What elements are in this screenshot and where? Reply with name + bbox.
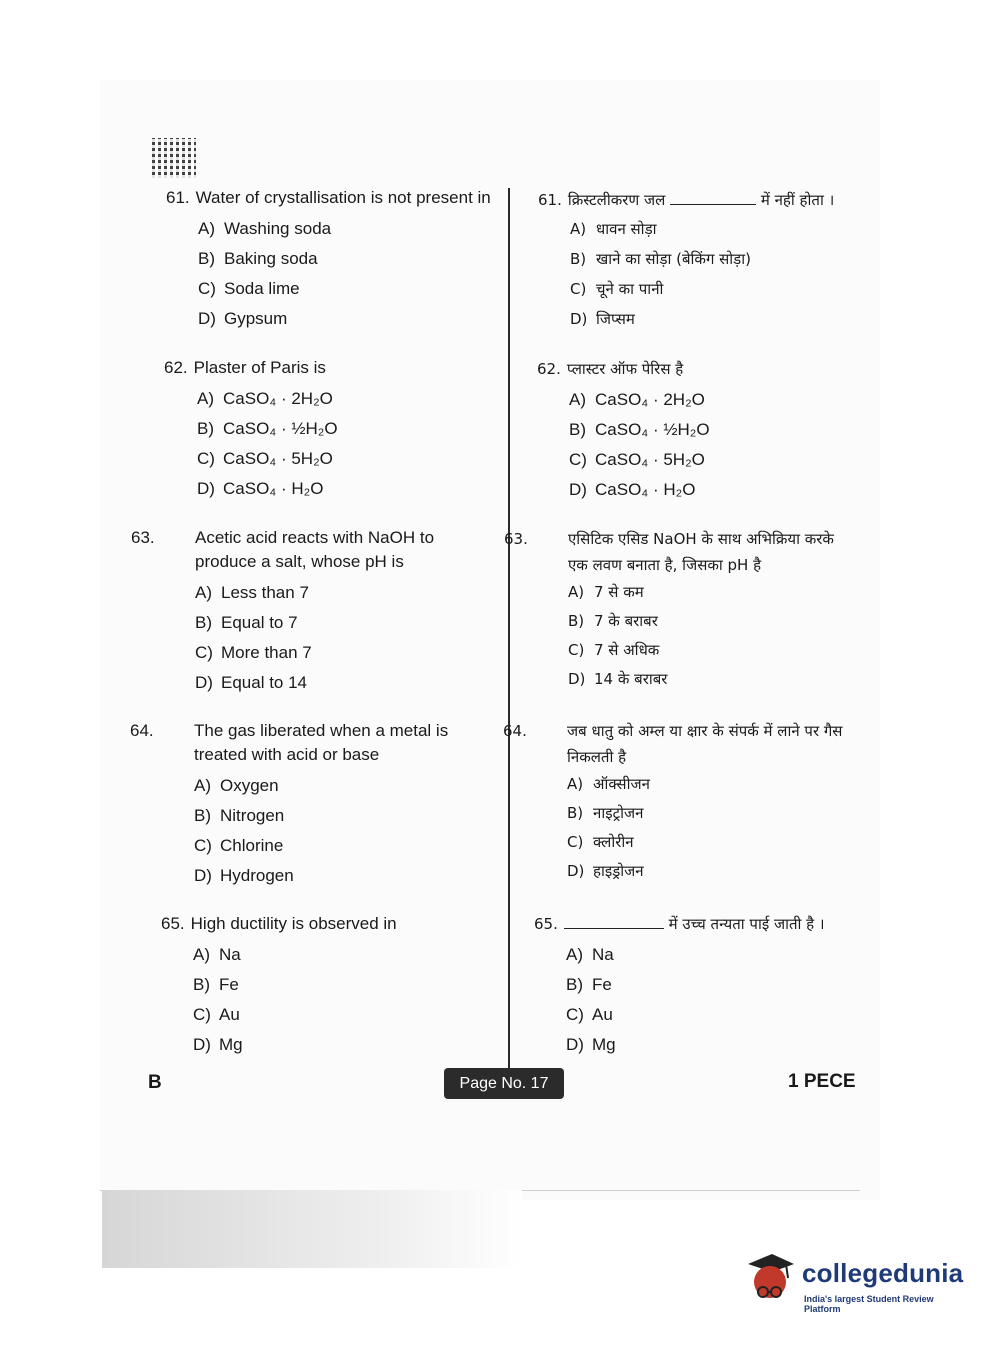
option-d[interactable]: D) Gypsum xyxy=(198,309,288,328)
option-c[interactable]: C) More than 7 xyxy=(195,643,312,662)
answer-blank xyxy=(670,190,756,205)
option-c[interactable]: C) CaSO₄ · 5H₂O xyxy=(569,450,705,469)
question-text: Plaster of Paris is xyxy=(193,358,326,377)
option-a[interactable]: A) ऑक्सीजन xyxy=(567,775,650,793)
question-63-en xyxy=(131,526,463,698)
question-text: जब धातु को अम्ल या क्षार के संपर्क में लाने पर गैस निकलती है xyxy=(567,722,843,766)
question-number: 62. xyxy=(537,360,561,378)
option-b[interactable]: B) नाइट्रोजन xyxy=(567,804,644,822)
question-text: Water of crystallisation is not present in xyxy=(195,188,491,207)
question-number: 64. xyxy=(503,722,527,740)
option-a[interactable]: A) Na xyxy=(193,945,241,964)
option-c[interactable]: C) क्लोरीन xyxy=(567,833,634,851)
question-61-en xyxy=(166,186,491,334)
question-64-hi xyxy=(503,718,855,886)
option-c[interactable]: C) 7 से अधिक xyxy=(568,641,660,659)
question-number: 63. xyxy=(504,530,528,548)
question-number: 61. xyxy=(166,188,190,207)
option-d[interactable]: D) Hydrogen xyxy=(194,866,294,885)
question-64-en xyxy=(130,719,472,891)
question-65-hi xyxy=(534,912,825,1060)
option-c[interactable]: C) Au xyxy=(566,1005,613,1024)
option-b[interactable]: B) CaSO₄ · ½H₂O xyxy=(569,420,710,439)
option-d[interactable]: D) हाइड्रोजन xyxy=(567,862,644,880)
question-number: 63. xyxy=(131,528,155,547)
option-c[interactable]: C) Au xyxy=(193,1005,240,1024)
option-a[interactable]: A) CaSO₄ · 2H₂O xyxy=(569,390,705,409)
option-b[interactable]: B) खाने का सोड़ा (बेकिंग सोड़ा) xyxy=(570,250,751,268)
question-number: 64. xyxy=(130,721,154,740)
option-c[interactable]: C) Chlorine xyxy=(194,836,284,855)
option-b[interactable]: B) 7 के बराबर xyxy=(568,612,658,630)
option-d[interactable]: D) Mg xyxy=(193,1035,243,1054)
question-62-en xyxy=(164,356,338,504)
page-number-badge: Page No. 17 xyxy=(444,1068,564,1099)
question-62-hi xyxy=(537,357,710,505)
question-text: The gas liberated when a metal is treated with acid or base xyxy=(194,721,449,764)
question-61-hi xyxy=(538,188,834,334)
question-text: क्रिस्टलीकरण जल xyxy=(567,191,666,209)
question-number: 65. xyxy=(534,915,558,933)
question-text: एसिटिक एसिड NaOH के साथ अभिक्रिया करके एक लवण बनाता है, जिसका pH है xyxy=(568,530,834,574)
option-a[interactable]: A) 7 से कम xyxy=(568,583,644,601)
question-number: 65. xyxy=(161,914,185,933)
collegedunia-logo[interactable] xyxy=(742,1250,972,1314)
option-c[interactable]: C) CaSO₄ · 5H₂O xyxy=(197,449,333,468)
option-a[interactable]: A) Oxygen xyxy=(194,776,279,795)
option-d[interactable]: D) CaSO₄ · H₂O xyxy=(197,479,324,498)
question-text: High ductility is observed in xyxy=(190,914,397,933)
option-a[interactable]: A) CaSO₄ · 2H₂O xyxy=(197,389,333,408)
answer-blank xyxy=(564,914,664,929)
option-a[interactable]: A) Na xyxy=(566,945,614,964)
question-text: Acetic acid reacts with NaOH to produce a salt, whose pH is xyxy=(195,528,435,571)
option-b[interactable]: B) CaSO₄ · ½H₂O xyxy=(197,419,338,438)
question-65-en xyxy=(161,912,397,1060)
logo-tagline: India's largest Student Review Platform xyxy=(804,1294,934,1314)
paper-set-label: B xyxy=(148,1072,162,1093)
option-d[interactable]: D) CaSO₄ · H₂O xyxy=(569,480,696,499)
option-b[interactable]: B) Fe xyxy=(566,975,612,994)
column-divider xyxy=(508,188,510,1068)
option-b[interactable]: B) Fe xyxy=(193,975,239,994)
option-b[interactable]: B) Nitrogen xyxy=(194,806,285,825)
question-number: 62. xyxy=(164,358,188,377)
option-a[interactable]: A) Washing soda xyxy=(198,219,332,238)
question-text-end: में नहीं होता । xyxy=(760,191,835,209)
option-a[interactable]: A) Less than 7 xyxy=(195,583,309,602)
option-b[interactable]: B) Baking soda xyxy=(198,249,318,268)
option-c[interactable]: C) Soda lime xyxy=(198,279,300,298)
paper-code: 1 PECE xyxy=(788,1071,856,1092)
qr-code xyxy=(152,138,196,178)
question-text-end: में उच्च तन्यता पाई जाती है । xyxy=(668,915,825,933)
mascot-icon xyxy=(742,1250,798,1306)
option-d[interactable]: D) जिप्सम xyxy=(570,310,635,328)
question-number: 61. xyxy=(538,191,562,209)
option-c[interactable]: C) चूने का पानी xyxy=(570,280,664,298)
logo-brand: collegedunia xyxy=(802,1258,964,1288)
option-b[interactable]: B) Equal to 7 xyxy=(195,613,298,632)
option-d[interactable]: D) 14 के बराबर xyxy=(568,670,668,688)
question-text: प्लास्टर ऑफ पेरिस है xyxy=(566,360,684,378)
option-a[interactable]: A) धावन सोड़ा xyxy=(570,220,657,238)
option-d[interactable]: D) Equal to 14 xyxy=(195,673,308,692)
scan-shadow xyxy=(102,1190,522,1268)
question-63-hi xyxy=(504,526,856,694)
option-d[interactable]: D) Mg xyxy=(566,1035,616,1054)
